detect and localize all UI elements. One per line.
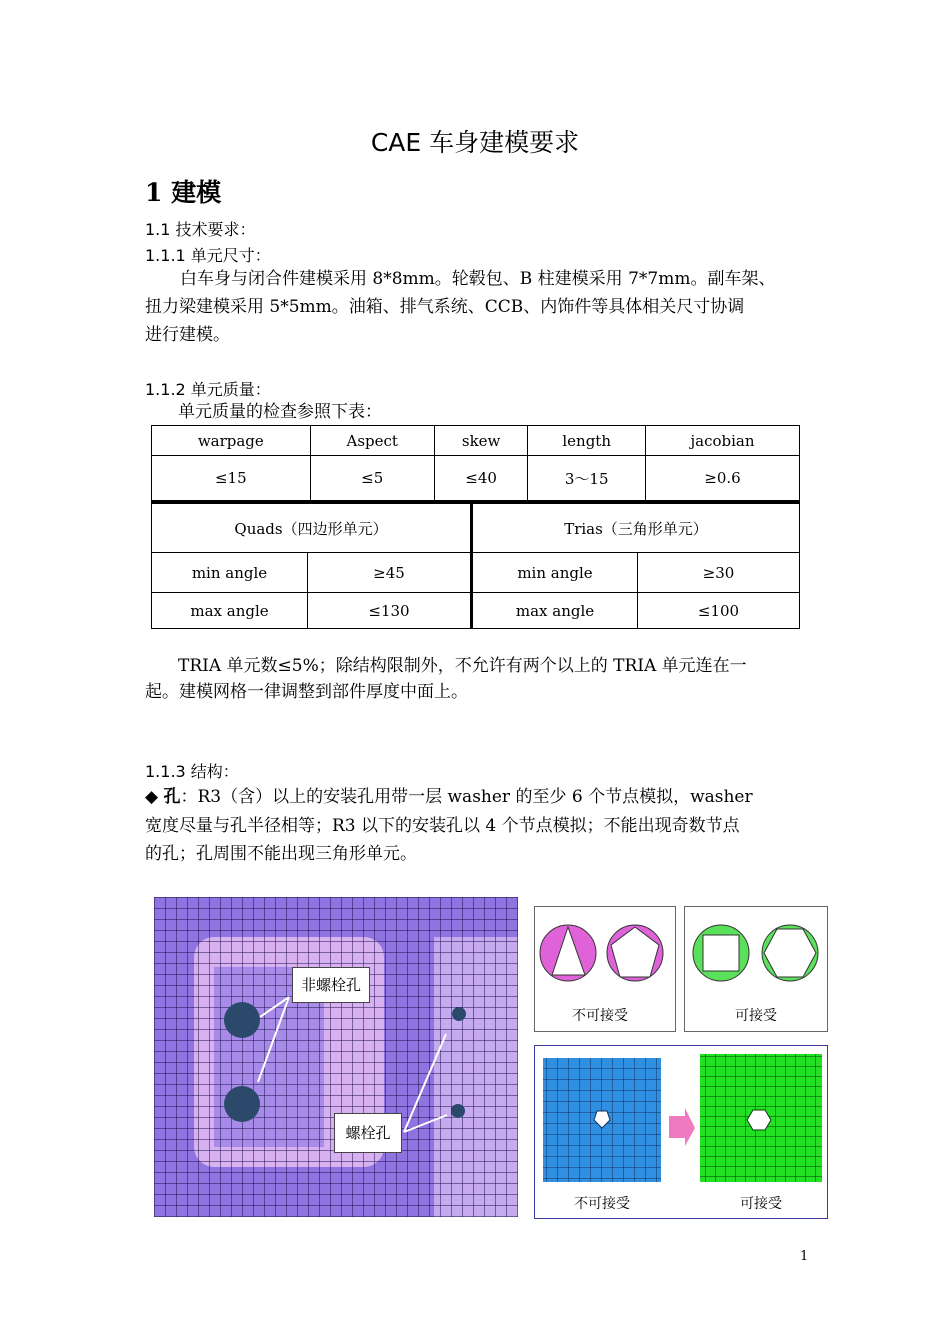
unacceptable-shapes-panel: [534, 906, 676, 1032]
subsection-heading: 1.1.3 结构：: [145, 762, 239, 781]
bolt-hole-label: 螺栓孔: [334, 1113, 402, 1153]
table-cell: max angle: [472, 593, 638, 629]
table-cell: ≥45: [308, 553, 472, 593]
table-cell: ≤130: [308, 593, 472, 629]
acceptable-shapes-panel: [684, 906, 828, 1032]
paragraph-line: 的孔；孔周围不能出现三角形单元。: [145, 844, 417, 864]
mesh-comparison-panel: [534, 1045, 828, 1219]
mesh-figure: [154, 897, 518, 1217]
shape-diagram: [685, 907, 827, 1002]
table-cell: ≤100: [638, 593, 800, 629]
quality-table: [151, 425, 800, 501]
table-header: warpage: [152, 426, 311, 456]
table-cell: max angle: [152, 593, 308, 629]
paragraph-line: 进行建模。: [145, 325, 230, 345]
angle-table: [151, 501, 800, 629]
table-cell: min angle: [472, 553, 638, 593]
paragraph-line: 宽度尽量与孔半径相等；R3 以下的安装孔以 4 个节点模拟；不能出现奇数节点: [145, 816, 740, 836]
hole-icon: [451, 1104, 465, 1118]
table-header: jacobian: [645, 426, 799, 456]
table-cell: min angle: [152, 553, 308, 593]
paragraph-text: ：R3（含）以上的安装孔用带一层 washer 的至少 6 个节点模拟，washer: [180, 787, 753, 807]
table-header: skew: [434, 426, 528, 456]
paragraph-line: 扭力梁建模采用 5*5mm。油箱、排气系统、CCB、内饰件等具体相关尺寸协调: [145, 297, 745, 317]
paragraph-line: TRIA 单元数≤5%；除结构限制外，不允许有两个以上的 TRIA 单元连在一: [178, 656, 747, 676]
mesh-image: [154, 897, 518, 1217]
subsection-heading: 1.1.2 单元质量：: [145, 380, 271, 399]
caption: 不可接受: [572, 1008, 628, 1024]
table-header: Trias（三角形单元）: [472, 503, 800, 553]
table-cell: ≤15: [152, 456, 311, 501]
table-cell: ≤5: [310, 456, 434, 501]
subsection-heading: 1.1 技术要求：: [145, 220, 256, 239]
non-bolt-hole-label: 非螺栓孔: [292, 967, 370, 1003]
table-cell: ≥0.6: [645, 456, 799, 501]
page-title: CAE 车身建模要求: [370, 128, 580, 157]
table-cell: ≥30: [638, 553, 800, 593]
bold-term: 孔: [163, 787, 181, 807]
shape-diagram: [535, 907, 675, 1002]
subsection-heading: 1.1.1 单元尺寸：: [145, 246, 271, 265]
page-number: 1: [800, 1249, 809, 1264]
paragraph-line: 单元质量的检查参照下表：: [178, 402, 382, 422]
hole-icon: [224, 1002, 260, 1038]
caption: 不可接受: [574, 1196, 630, 1212]
paragraph-line: 白车身与闭合件建模采用 8*8mm。轮毂包、B 柱建模采用 7*7mm。副车架、: [180, 269, 776, 289]
table-cell: ≤40: [434, 456, 528, 501]
caption: 可接受: [740, 1196, 782, 1212]
hole-icon: [224, 1086, 260, 1122]
table-header: length: [528, 426, 646, 456]
bullet-icon: ◆: [145, 787, 159, 807]
paragraph-line: [145, 783, 807, 812]
table-header: Quads（四边形单元）: [152, 503, 472, 553]
mesh-comparison-diagram: [535, 1046, 827, 1186]
table-header: Aspect: [310, 426, 434, 456]
caption: 可接受: [735, 1008, 777, 1024]
section-heading: 1 建模: [145, 178, 222, 207]
paragraph-line: 起。建模网格一律调整到部件厚度中面上。: [145, 682, 468, 702]
table-cell: 3～15: [528, 456, 646, 501]
hole-icon: [452, 1007, 466, 1021]
